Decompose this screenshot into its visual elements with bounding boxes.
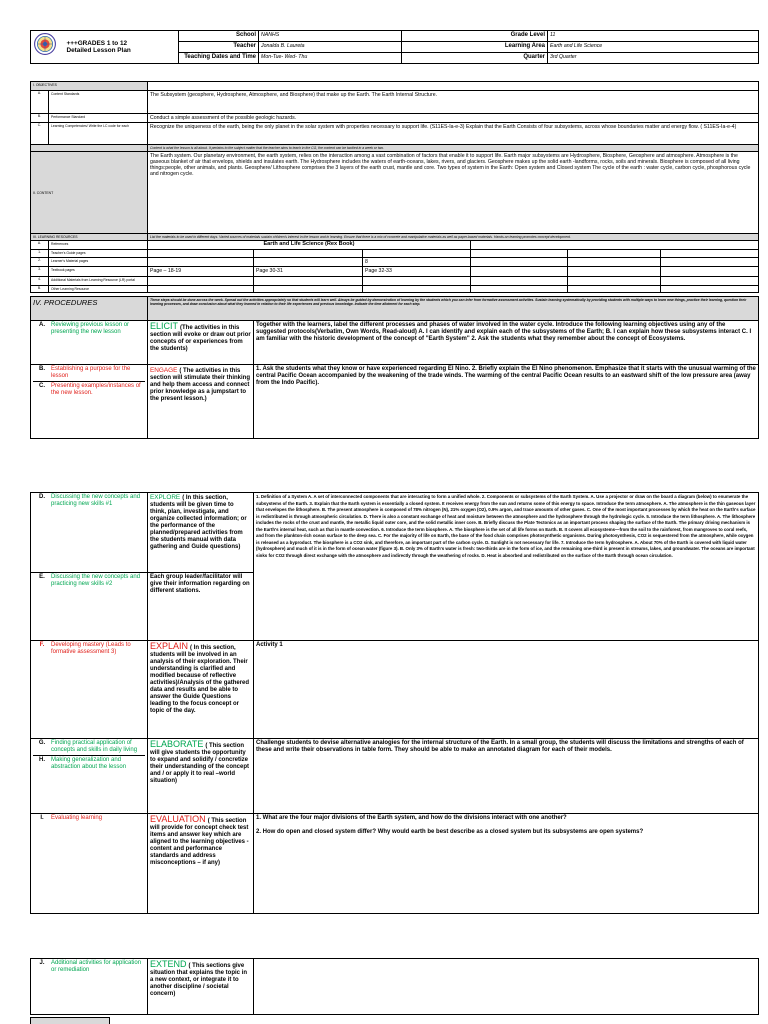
textbook-page-1: Page – 18-19 bbox=[148, 267, 254, 276]
res-a-label: References bbox=[49, 240, 148, 249]
objectives-heading: I. OBJECTIVES bbox=[31, 82, 148, 91]
elaborate-activity-text: Challenge students to devise alternative analogies for the internal structure of the Earth. In a small group, the students will discuss the limitations and strengths of each of these and write their observations in table form. They should be able to make an annotated diagram for each of their models. bbox=[254, 739, 759, 814]
title-grades: +++GRADES 1 to 12 bbox=[66, 39, 128, 47]
elaborate-description: ( This section will give students the opportunity to expand and solidify / concretize their understanding of the concept and / or apply it to real –world situation) bbox=[150, 743, 250, 784]
title-detailed: Detailed Lesson Plan bbox=[66, 47, 131, 54]
area-value: Earth and Life Science bbox=[548, 42, 759, 53]
proc-d-label: Discussing the new concepts and practicing new skills #1 bbox=[51, 494, 141, 507]
evaluation-question-2: 2. How do open and closed system differ? Why would earth be best describe as a closed system but its subsystems are open systems? bbox=[256, 829, 644, 835]
proc-c-label: Presenting examples/instances of the new lesson. bbox=[51, 383, 141, 396]
dates-value: Mon-Tue- Wed- Thu bbox=[259, 53, 402, 64]
extend-keyword: EXTEND bbox=[150, 959, 187, 969]
res-3-label: Textbook pages bbox=[49, 267, 148, 276]
obj-c-num: C. bbox=[31, 122, 49, 144]
proc-h-label: Making generalization and abstraction about the lesson bbox=[51, 757, 127, 770]
rex-book-text: Earth and Life Science (Rex Book) bbox=[148, 240, 471, 249]
explain-activity-text: Activity 1 bbox=[254, 641, 759, 739]
elaborate-keyword: ELABORATE bbox=[150, 739, 204, 749]
proc-e-label: Discussing the new concepts and practicing new skills #2 bbox=[51, 574, 141, 587]
procedures-table-1 bbox=[30, 296, 759, 439]
proc-g-num: G. bbox=[38, 740, 46, 746]
procedures-table-3 bbox=[30, 958, 759, 1015]
proc-j-num: J. bbox=[39, 960, 45, 966]
engage-activity-text: 1. Ask the students what they know or have experienced regarding El Nino. 2. Briefly explain the El Nino phenomenon. Emphasize that it starts with the unusual warming of the central Pacific Ocean accompanied by the weakening of the trade winds. The warming of the central Pacific Ocean results to an eastward shift of the low pressure area (away from the Indo Pacific). bbox=[254, 365, 759, 439]
explore-activity-text: 1. Definition of a System A. A set of interconnected components that are interacting to form a unified whole. 2. Components or subsystems of the Earth System. A. Use a projector or draw on the board a diagram (below) to enumerate the subsystems of the Earth. 3. Explain that the Earth system is essentially a closed system. It receives energy from the sun and returns some of this energy to space. Introduce the term atmosphere. A. The atmosphere is the thin gaseous layer that envelopes the lithosphere. B. The present atmosphere is composed of 78% nitrogen (N), 21% oxygen (O2), 0.9% argon, and trace amounts of other gases. C. One of the most important processes by which the heat on the Earth's surface is redistributed is through atmospheric circulation. D. There is also a constant exchange of heat and moisture between the atmosphere and the hydrosphere through the hydrologic cycle. 5. Introduce the term lithosphere. A. The lithosphere includes the rocks of the crust and mantle, the metallic liquid outer core, and the solid metallic inner core. B. Briefly discuss the Plate Tectonics as an important process shaping the surface of the Earth. The primary driving mechanism is the Earth's internal heat, such as that in mantle convection. 6. Introduce the term biosphere. A. The biosphere is the set of all life forms on Earth. B. It covers all ecosystems—from the soil to the rainforest, from mangroves to coral reefs, and from the plankton-rich ocean surface to the deep sea. C. For the majority of life on Earth, the base of the food chain comprises photosynthetic organisms. During photosynthesis, CO2 is sequestered from the atmosphere, while oxygen is released as a byproduct. The biosphere is a CO2 sink, and therefore, an important part of the carbon cycle. D. Sunlight is not necessary for life. 7. Introduce the term hydrosphere. A. About 70% of the Earth is covered with liquid water (hydrosphere) and much of it is in the form of ocean water (figure 3). B. Only 3% of Earth's water is fresh: two-thirds are in the form of ice, and the remaining one-third is present in streams, lakes, and groundwater. The oceans are important sinks for CO2 through direct exchange with the atmosphere and indirectly through the weathering of rocks. D. Heat is absorbed and redistributed on the surface of the Earth through ocean circulation. bbox=[254, 493, 759, 641]
textbook-page-3: Page 32-33 bbox=[363, 267, 471, 276]
dates-label: Teaching Dates and Time bbox=[179, 53, 259, 64]
res-2-label: Learner's Material pages bbox=[49, 258, 148, 267]
explore-description: ( In this section, students will be given time to think, plan, investigate, and organize collected information; or the performance of the planned/prepared activities from the students manual with data gathering and Guide questions) bbox=[150, 495, 247, 550]
proc-f-num: F. bbox=[39, 642, 45, 648]
resources-note: List the materials to be used in different days. Varied sources of materials sustain children's interest in the lesson and in learning. Ensure that there is a mix of concrete and manipulative materials as well as paper-based materials. Hands-on learning promotes concept development. bbox=[148, 233, 759, 240]
proc-b-num: B. bbox=[39, 366, 45, 372]
objectives-content-table bbox=[30, 81, 759, 293]
explore-group-text: Each group leader/facilitator will give their information regarding on different stations. bbox=[148, 573, 254, 641]
resources-heading: III. LEARNING RESOURCES bbox=[31, 233, 148, 240]
obj-b-num: B. bbox=[31, 113, 49, 122]
elicit-description: (The activities in this section will evoke or draw out prior concepts of or experiences from the students) bbox=[150, 325, 251, 352]
res-4-num: 4. bbox=[31, 276, 49, 285]
school-value: NANHS bbox=[259, 31, 402, 42]
lm-page-value: 8 bbox=[363, 258, 471, 267]
engage-description: ( The activities in this section will stimulate their thinking and help them access and connect prior knowledge as a jumpstart to the present lesson.) bbox=[150, 368, 251, 402]
proc-i-num: I. bbox=[40, 815, 44, 821]
teacher-label: Teacher bbox=[179, 42, 259, 53]
res-3-num: 3. bbox=[31, 267, 49, 276]
proc-e-num: E. bbox=[39, 574, 45, 580]
content-text: The Earth system. Our planetary environment, the earth system, relies on the interaction among a vast combination of factors that enable it to support life. Earth major subsystems are Hydrosphere, Biosphere, Geosphere and atmosphere. Atmosphere is the gaseous blanket of air that envelops, shields and insulates earth. The Hydrosphere includes the waters of earth-oceans, lakes, rivers, and glaciers. Geosphere makes up the solid earth -landforms, rocks, soils and minerals. Biosphere is composed of all living things:people, other animals, and plants. Geosphere/ Lithosphere comprises the 3 layers of the earth crust, mantle and core. Two types of system in the Earth: Open system and Closed system The cycle of the earth : water cycle, carbon cycle, phosphorous cycle and nitrogen cycle. bbox=[148, 152, 759, 234]
obj-b-label: Performance Standard bbox=[49, 113, 148, 122]
res-2-num: 2. bbox=[31, 258, 49, 267]
content-heading: II. CONTENT bbox=[31, 152, 148, 234]
proc-i-label: Evaluating learning bbox=[51, 815, 103, 821]
content-note: Content is what the lesson is all about. It pertains to the subject matter that the teacher aims to teach in the CG, the content can be tackled in a week or two. bbox=[148, 145, 759, 152]
explain-keyword: EXPLAIN bbox=[150, 641, 189, 651]
obj-c-label: Learning Competencies/ Write the LC code for each bbox=[49, 122, 148, 144]
grade-label: Grade Level bbox=[402, 31, 548, 42]
extend-description: ( This sections give situation that explains the topic in a new context, or integrate it to another discipline / societal concern) bbox=[150, 963, 248, 997]
evaluation-question-1: 1. What are the four major divisions of the Earth system, and how do the divisions interact with one another? bbox=[256, 815, 567, 821]
explain-description: ( In this section, students will be involved in an analysis of their exploration. Their understanding is clarified and modified because of reflective activities)/Analysis of the gathered data and results and be able to answer the Guide Questions leading to the focus concept or topic of the day. bbox=[150, 645, 250, 714]
school-label: School bbox=[179, 31, 259, 42]
quarter-label: Quarter bbox=[402, 53, 548, 64]
teacher-value: Jonalda B. Laureta bbox=[259, 42, 402, 53]
obj-a-num: A. bbox=[31, 91, 49, 113]
proc-c-num: C. bbox=[39, 383, 45, 389]
proc-f-label: Developing mastery (Leads to formative assessment 3) bbox=[51, 642, 131, 655]
performance-standard-text: Conduct a simple assessment of the possible geologic hazards. bbox=[148, 113, 759, 122]
proc-g-label: Finding practical application of concepts and skills in daily living bbox=[51, 740, 138, 753]
content-standards-text: The Subsystem (geosphere, Hydrosphere, Atmosphere, and Biosphere) that make up the Earth. The Earth Internal Structure. bbox=[148, 91, 759, 113]
res-b-num: B. bbox=[31, 285, 49, 292]
procedures-heading: IV. PROCEDURES bbox=[31, 297, 148, 321]
textbook-page-2: Page 30-31 bbox=[254, 267, 363, 276]
res-a-num: A. bbox=[31, 240, 49, 249]
header-table bbox=[30, 30, 759, 64]
res-4-label: Additional Materials from Learning Resource (LR) portal bbox=[49, 276, 148, 285]
evaluation-keyword: EVALUATION bbox=[150, 814, 206, 824]
obj-a-label: Content Standards bbox=[49, 91, 148, 113]
procedures-note: These steps should be done across the week. Spread out the activities appropriately so that students will learn well. Always be guided by demonstration of learning by the students which you can infer from formative assessment activities. Sustain learning systematically by providing students with multiple ways to learn new things, practice their learning, question their learning processes, and draw conclusion about what they learned in relation to their life experiences and previous knowledge. Indicate the time allotment for each step. bbox=[148, 297, 759, 321]
elicit-activity-text: Together with the learners, label the different processes and phases of water involved in the water cycle. Introduce the following learning objectives using any of the suggested protocols(Verbatim, Own Words, Read-aloud) A. I can identify and explain each of the subsystems of the Earth; B. I can explain how these subsystems interact C. I am familiar with the historic development of the concept of "Earth System" 2. Ask the students what they remember about the concept of Ecosystems. bbox=[254, 321, 759, 365]
proc-b-label: Establishing a purpose for the lesson bbox=[51, 366, 131, 379]
evaluation-description: ( This section will provide for concept check test items and answer key which are aligned to the learning objectives - content and performance standards and address misconceptions – if any) bbox=[150, 818, 249, 866]
res-b-label: Other Learning Resource bbox=[49, 285, 148, 292]
res-1-label: Teacher's Guide pages bbox=[49, 250, 148, 258]
elicit-keyword: ELICIT bbox=[150, 321, 179, 331]
res-1-num: 1. bbox=[31, 250, 49, 258]
quarter-value: 3rd Quarter bbox=[548, 53, 759, 64]
competencies-text: Recognize the uniqueness of the earth, being the only planet in the solar system with properties necessary to support life. (S11ES-Ia-e-3) Explain that the Earth Consists of four subsystems, across whose boundaries matter and energy flow. ( S11ES-Ia-e-4) bbox=[148, 122, 759, 144]
area-label: Learning Area bbox=[402, 42, 548, 53]
proc-j-label: Additional activities for application or remediation bbox=[51, 960, 142, 973]
proc-h-num: H. bbox=[39, 757, 45, 763]
proc-a-label: Reviewing previous lesson or presenting the new lesson bbox=[51, 322, 130, 335]
engage-keyword: ENGAGE bbox=[150, 367, 178, 374]
proc-a-num: A. bbox=[39, 322, 45, 328]
page-3-next-row bbox=[30, 1017, 110, 1024]
explore-keyword: EXPLORE bbox=[150, 494, 181, 501]
procedures-table-2 bbox=[30, 492, 759, 914]
proc-d-num: D. bbox=[39, 494, 45, 500]
grade-value: 11 bbox=[548, 31, 759, 42]
